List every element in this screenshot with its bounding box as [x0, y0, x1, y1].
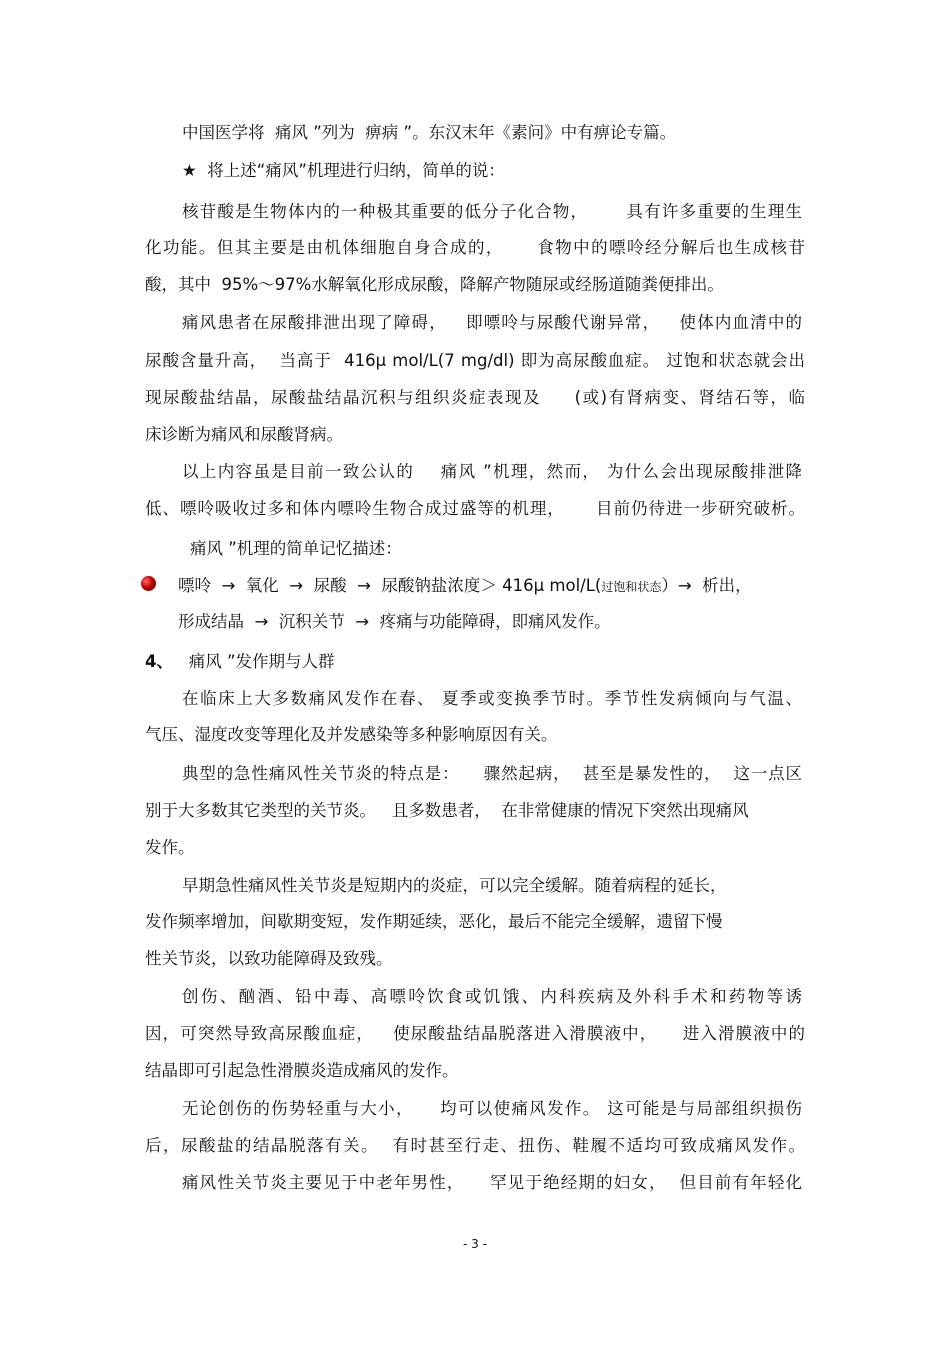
paragraph-line: 以上内容虽是目前一致公认的 痛风 ”机理，然而， 为什么会出现尿酸排泄降	[182, 462, 802, 481]
paragraph-line: 痛风 ”机理的简单记忆描述：	[190, 539, 402, 558]
paragraph-line: 低、嘌呤吸收过多和体内嘌呤生物合成过盛等的机理， 目前仍待进一步研究破析。	[145, 499, 805, 518]
section-number: 4、	[145, 652, 173, 671]
paragraph-line: 酸，其中 95%～97%水解氧化形成尿酸，降解产物随尿或经肠道随粪便排出。	[145, 275, 724, 294]
paragraph-line: 结晶即可引起急性滑膜炎造成痛风的发作。	[145, 1061, 459, 1080]
paragraph-line: 尿酸含量升高， 当高于 416μ mol/L(7 mg/dl) 即为高尿酸血症。 过饱和状态就会出	[145, 351, 805, 370]
paragraph-line: 痛风性关节炎主要见于中老年男性， 罕见于绝经期的妇女， 但目前有年轻化	[182, 1173, 802, 1192]
paragraph-line: 无论创伤的伤势轻重与大小， 均可以使痛风发作。 这可能是与局部组织损伤	[182, 1099, 802, 1118]
paragraph-line: 创伤、酗酒、铅中毒、高嘌呤饮食或饥饿、内科疾病及外科手术和药物等诱	[182, 987, 802, 1006]
bullet-line	[178, 575, 802, 598]
paragraph-line: 发作频率增加，间歇期变短，发作期延续，恶化，最后不能完全缓解，遗留下慢	[145, 912, 723, 931]
paragraph-line: 床诊断为痛风和尿酸肾病。	[145, 425, 343, 444]
paragraph-line: 典型的急性痛风性关节炎的特点是： 骤然起病， 甚至是暴发性的， 这一点区	[182, 764, 802, 783]
paragraph-line: 化功能。但其主要是由机体细胞自身合成的， 食物中的嘌呤经分解后也生成核苷	[145, 238, 805, 257]
paragraph-line: 发作。	[145, 838, 195, 857]
paragraph-line: 现尿酸盐结晶，尿酸盐结晶沉积与组织炎症表现及 (或)有肾病变、肾结石等，临	[145, 388, 805, 407]
paragraph-line: 中国医学将 痛风 ”列为 痹病 ”。东汉末年《素问》中有痹论专篇。	[182, 123, 677, 142]
paragraph-line: 别于大多数其它类型的关节炎。 且多数患者， 在非常健康的情况下突然出现痛风	[145, 801, 749, 820]
bullet-text: 嘌呤 → 氧化 → 尿酸 → 尿酸钠盐浓度＞ 416μ mol/L(	[178, 576, 602, 595]
section-heading	[145, 651, 805, 673]
paragraph-line: 痛风患者在尿酸排泄出现了障碍， 即嘌呤与尿酸代谢异常， 使体内血清中的	[182, 313, 802, 332]
paragraph-line: ★ 将上述“痛风”机理进行归纳，简单的说：	[182, 161, 505, 180]
red-bullet-icon	[141, 576, 156, 591]
paragraph-line: 早期急性痛风性关节炎是短期内的炎症，可以完全缓解。随着病程的延长，	[182, 876, 727, 895]
paragraph-line: 核苷酸是生物体内的一种极其重要的低分子化合物， 具有许多重要的生理生	[182, 202, 802, 221]
bullet-line: 形成结晶 → 沉积关节 → 疼痛与功能障碍，即痛风发作。	[178, 612, 611, 631]
paragraph-line: 气压、湿度改变等理化及并发感染等多种影响原因有关。	[145, 725, 558, 744]
paragraph-line: 后，尿酸盐的结晶脱落有关。 有时甚至行走、扭伤、鞋履不适均可致成痛风发作。	[145, 1136, 805, 1155]
paragraph-line: 性关节炎，以致功能障碍及致残。	[145, 949, 393, 968]
page-number: - 3 -	[463, 1237, 487, 1251]
bullet-small-text: 过饱和状态	[601, 580, 662, 594]
paragraph-line: 因，可突然导致高尿酸血症， 使尿酸盐结晶脱落进入滑膜液中， 进入滑膜液中的	[145, 1024, 805, 1043]
paragraph-line: 在临床上大多数痛风发作在春、 夏季或变换季节时。季节性发病倾向与气温、	[182, 689, 802, 708]
section-title: 痛风 ”发作期与人群	[188, 652, 335, 671]
bullet-text-end: ）→ 析出，	[661, 576, 752, 595]
